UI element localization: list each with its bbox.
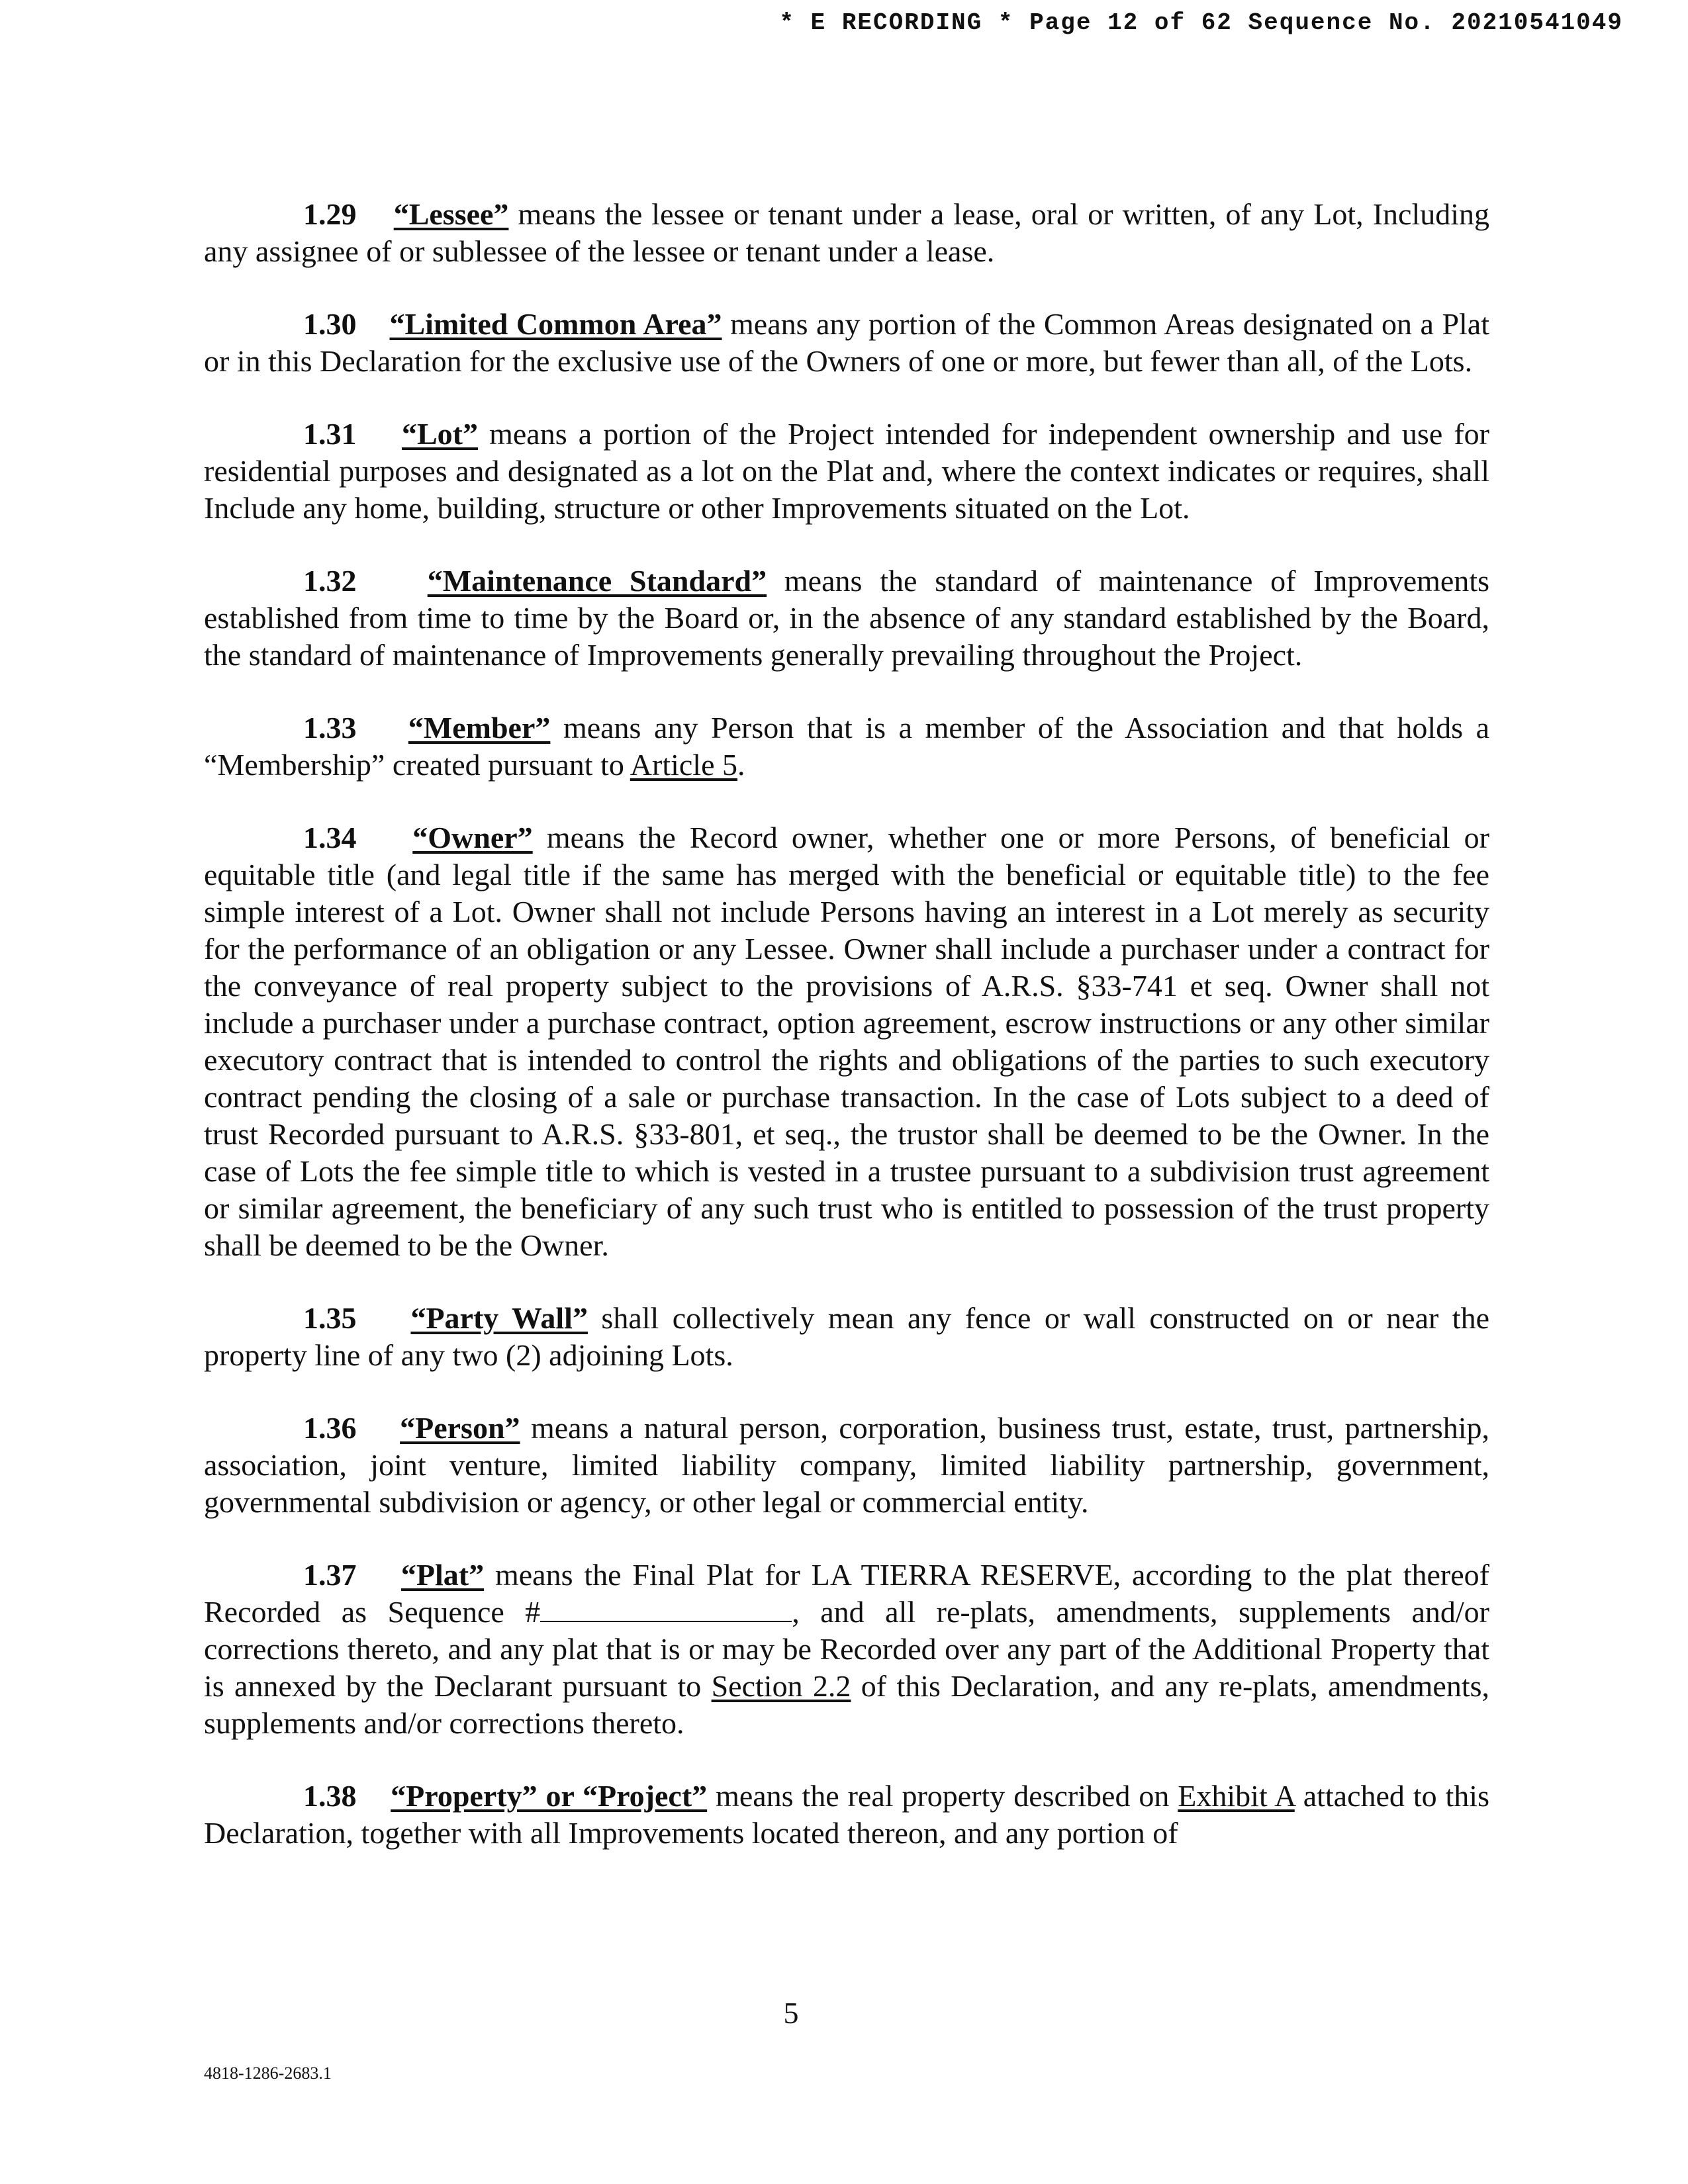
document-id: 4818-1286-2683.1 <box>204 2064 332 2083</box>
section-number: 1.36 <box>303 1411 357 1445</box>
section-1-37 <box>204 1557 1489 1742</box>
section-number: 1.38 <box>303 1779 357 1813</box>
defined-term: “Person” <box>400 1411 520 1445</box>
section-1-32 <box>204 563 1489 674</box>
section-text: means a portion of the Project intended for independent ownership and use for residential purposes and designated as a lot on the Plat and, where the context indicates or requires, shall Include any home, building, structure or other Improvements situated on the Lot. <box>204 417 1490 525</box>
recording-stamp: * E RECORDING * Page 12 of 62 Sequence No. 20210541049 <box>779 9 1623 36</box>
section-number: 1.29 <box>303 197 357 231</box>
section-text: means any portion of the Common Areas designated on a Plat or in this Declaration for the exclusive use of the Owners of one or more, but fewer than all, of the Lots. <box>204 307 1490 378</box>
page-number: 5 <box>783 1996 799 2030</box>
section-text-end: attached to this Declaration, together with all Improvements located thereon, and any portion of <box>204 1779 1489 1850</box>
section-text: means the lessee or tenant under a lease, oral or written, of any Lot, Including any assignee of or sublessee of the lessee or tenant under a lease. <box>204 197 1490 268</box>
section-text: means the real property described on <box>707 1779 1178 1813</box>
section-number: 1.34 <box>303 821 357 854</box>
section-text: means the Record owner, whether one or more Persons, of beneficial or equitable title (and legal title if the same has merged with the beneficial or equitable title) to the fee simple interest of a Lot. Owner shall not include Persons having an interest in a Lot merely as security for the performance of an obligation or any Lessee. Owner shall include a purchaser under a contract for the conveyance of real property subject to the provisions of A.R.S. §33-741 et seq. Owner shall not include a purchaser under a purchase contract, option agreement, escrow instructions or any other similar executory contract that is intended to control the rights and obligations of the parties to such executory contract pending the closing of a sale or purchase transaction. In the case of Lots subject to a deed of trust Recorded pursuant to A.R.S. §33-801, et seq., the trustor shall be deemed to be the Owner. In the case of Lots the fee simple title to which is vested in a trustee pursuant to a subdivision trust agreement or similar agreement, the beneficiary of any such trust who is entitled to possession of the trust property shall be deemed to be the Owner. <box>204 821 1489 1262</box>
section-text: means the standard of maintenance of Improvements established from time to time by the Board or, in the absence of any standard established by the Board, the standard of maintenance of Improvements generally prevailing throughout the Project. <box>204 564 1490 672</box>
sequence-blank-line <box>540 1594 792 1622</box>
section-number: 1.30 <box>303 307 357 341</box>
section-1-31 <box>204 416 1489 527</box>
section-text-end: of this Declaration, and any re-plats, amendments, supplements and/or corrections thereto. <box>204 1669 1490 1740</box>
defined-term: “Property” or “Project” <box>391 1779 708 1813</box>
section-text-end: . <box>737 748 745 782</box>
section-1-38 <box>204 1778 1489 1852</box>
section-number: 1.35 <box>303 1301 357 1335</box>
section-1-35 <box>204 1300 1489 1374</box>
defined-term: “Party Wall” <box>410 1301 588 1335</box>
defined-term: “Plat” <box>400 1558 485 1592</box>
section-number: 1.33 <box>303 711 357 745</box>
exhibit-reference: Exhibit A <box>1178 1779 1295 1813</box>
defined-term: “Maintenance Standard” <box>427 564 767 598</box>
section-text-middle: , and all re-plats, amendments, supplements and/or corrections thereto, and any plat that is or may be Recorded over any part of the Additional Property that is annexed by the Declarant pursuant to <box>204 1595 1489 1703</box>
section-text: shall collectively mean any fence or wall constructed on or near the property line of any two (2) adjoining Lots. <box>204 1301 1490 1372</box>
section-reference: Section 2.2 <box>711 1669 851 1703</box>
defined-term: “Lessee” <box>393 197 509 231</box>
section-text: means any Person that is a member of the Association and that holds a “Membership” created pursuant to <box>204 711 1490 782</box>
section-number: 1.32 <box>303 564 357 598</box>
section-1-36 <box>204 1410 1489 1521</box>
section-text: means a natural person, corporation, business trust, estate, trust, partnership, association, joint venture, limited liability company, limited liability partnership, government, governmental subdivision or agency, or other legal or commercial entity. <box>204 1411 1490 1519</box>
section-text: means the Final Plat for LA TIERRA RESERVE, according to the plat thereof Recorded as Sequence # <box>204 1558 1489 1629</box>
section-1-30 <box>204 306 1489 380</box>
article-reference: Article 5 <box>630 748 737 782</box>
defined-term: “Member” <box>408 711 551 745</box>
defined-term: “Limited Common Area” <box>389 307 722 341</box>
section-1-34 <box>204 819 1489 1264</box>
section-number: 1.31 <box>303 417 357 451</box>
section-number: 1.37 <box>303 1558 357 1592</box>
document-body <box>204 196 1489 1888</box>
section-1-33 <box>204 709 1489 784</box>
defined-term: “Owner” <box>412 821 533 854</box>
defined-term: “Lot” <box>401 417 478 451</box>
section-1-29 <box>204 196 1489 270</box>
